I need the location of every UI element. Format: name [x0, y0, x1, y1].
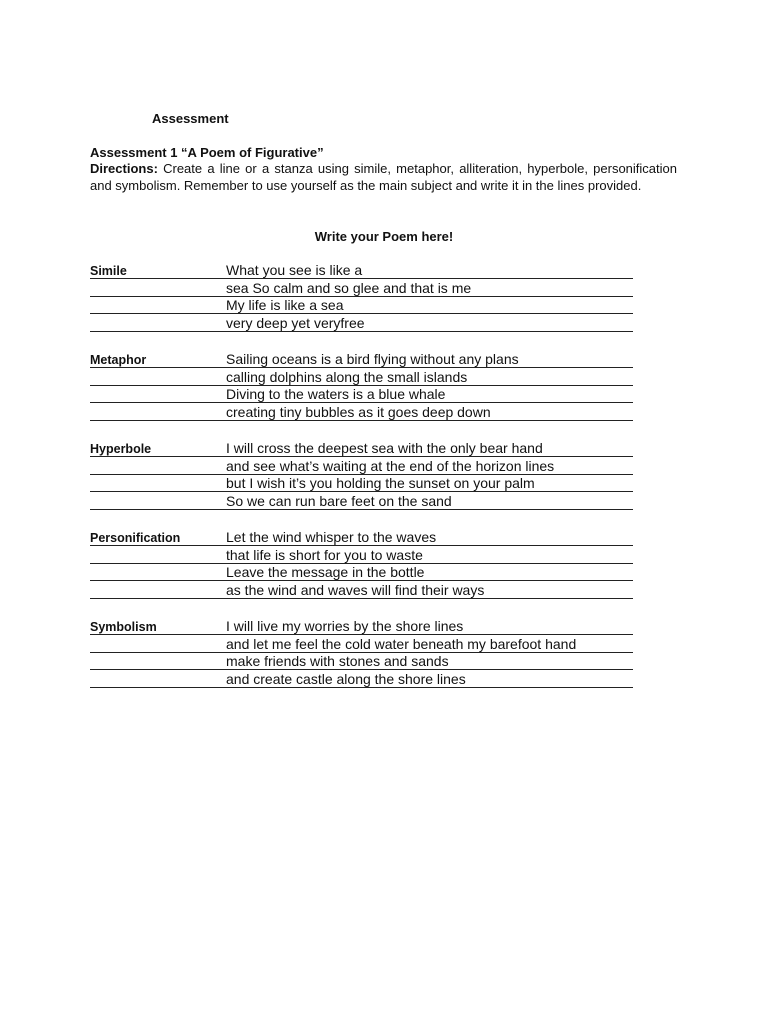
poem-line-text: My life is like a sea	[226, 297, 344, 314]
poem-line-text: make friends with stones and sands	[226, 653, 449, 670]
poem-line	[90, 475, 633, 493]
poem-line	[90, 403, 633, 421]
poem-line-text: So we can run bare feet on the sand	[226, 493, 452, 509]
poem-line-text: very deep yet veryfree	[226, 315, 365, 331]
poem-line-text: I will live my worries by the shore lines	[226, 617, 464, 634]
poem-line-text: sea So calm and so glee and that is me	[226, 279, 472, 296]
poem-line	[90, 635, 633, 653]
poem-line-text: calling dolphins along the small islands	[226, 368, 468, 385]
section-personification	[90, 528, 633, 599]
poem-line	[90, 261, 633, 279]
poem-line	[90, 581, 633, 599]
section-label: Metaphor	[90, 352, 147, 367]
poem-line	[90, 279, 633, 297]
poem-line-text: What you see is like a	[226, 261, 363, 278]
poem-line	[90, 297, 633, 315]
section-label: Symbolism	[90, 619, 157, 634]
poem-line-text: as the wind and waves will find their ways	[226, 582, 485, 598]
poem-area	[90, 261, 633, 706]
poem-line	[90, 386, 633, 404]
poem-line-text: I will cross the deepest sea with the only bear hand	[226, 439, 543, 456]
poem-line-text: Let the wind whisper to the waves	[226, 528, 437, 545]
directions-paragraph	[90, 161, 677, 194]
poem-line-text: but I wish it’s you holding the sunset on your palm	[226, 475, 535, 492]
section-label: Personification	[90, 530, 181, 545]
section-metaphor	[90, 350, 633, 421]
directions-text: Create a line or a stanza using simile, metaphor, alliteration, hyperbole, personification and symbolism. Remember to use yourself as the main subject and write it in the lines provided.	[90, 161, 677, 193]
section-symbolism	[90, 617, 633, 688]
poem-line	[90, 528, 633, 546]
section-simile	[90, 261, 633, 332]
poem-line	[90, 653, 633, 671]
poem-line	[90, 439, 633, 457]
poem-line-text: Sailing oceans is a bird flying without any plans	[226, 350, 519, 367]
poem-line	[90, 670, 633, 688]
section-label: Simile	[90, 263, 127, 278]
section-label: Hyperbole	[90, 441, 152, 456]
poem-line-text: Diving to the waters is a blue whale	[226, 386, 446, 403]
poem-line	[90, 546, 633, 564]
poem-line-text: and let me feel the cold water beneath my barefoot hand	[226, 635, 577, 652]
poem-heading: Write your Poem here!	[314, 229, 454, 244]
directions-label: Directions:	[90, 161, 158, 176]
assessment-title: Assessment 1 “A Poem of Figurative”	[90, 145, 324, 160]
poem-line-text: and create castle along the shore lines	[226, 671, 466, 687]
poem-line	[90, 617, 633, 635]
poem-line	[90, 492, 633, 510]
poem-line	[90, 457, 633, 475]
poem-line-text: Leave the message in the bottle	[226, 564, 425, 581]
page-heading: Assessment	[152, 111, 229, 126]
poem-line	[90, 368, 633, 386]
poem-line	[90, 314, 633, 332]
poem-line	[90, 564, 633, 582]
poem-line-text: that life is short for you to waste	[226, 546, 423, 563]
poem-line	[90, 350, 633, 368]
poem-line-text: creating tiny bubbles as it goes deep down	[226, 404, 491, 420]
section-hyperbole	[90, 439, 633, 510]
poem-line-text: and see what’s waiting at the end of the horizon lines	[226, 457, 555, 474]
